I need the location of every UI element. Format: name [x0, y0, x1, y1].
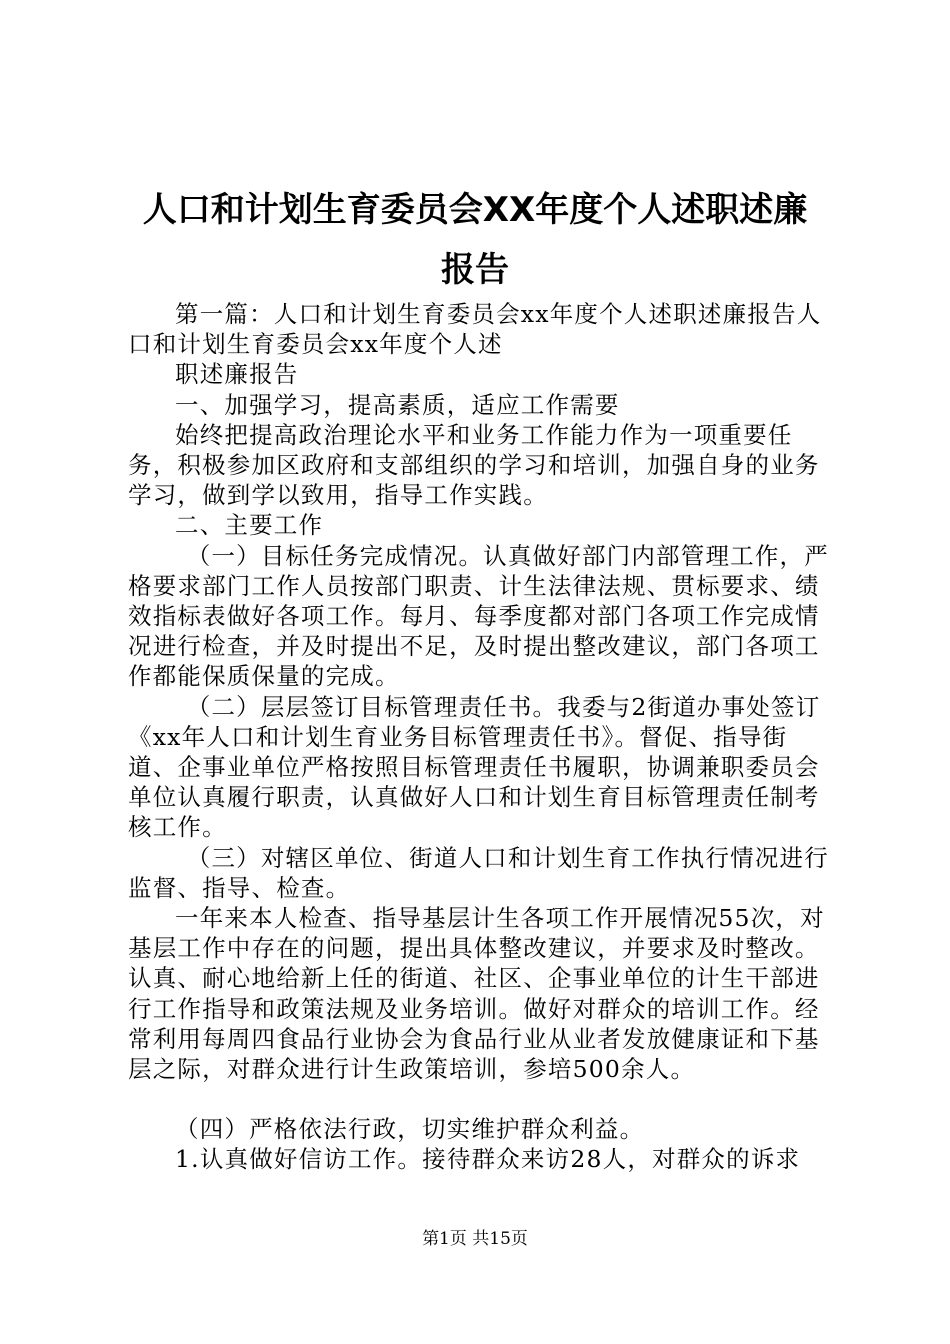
paragraph-item-2: （二）层层签订目标管理责任书。我委与2街道办事处签订《xx年人口和计划生育业务目标管理责任书》。督促、指导街道、企事业单位严格按照目标管理责任书履职，协调兼职委员会单位认真履行职责，认真做好人口和计划生育目标管理责任制考核工作。 [128, 692, 821, 842]
document-title-line-2: 报告 [441, 250, 509, 290]
section-heading-1: 一、加强学习，提高素质，适应工作需要 [175, 390, 620, 419]
paragraph-item-4: （四）严格依法行政，切实维护群众利益。 [175, 1115, 645, 1144]
document-body [128, 299, 834, 1175]
paragraph-item-1: （一）目标任务完成情况。认真做好部门内部管理工作，严格要求部门工作人员按部门职责、计生法律法规、贯标要求、绩效指标表做好各项工作。每月、每季度都对部门各项工作完成情况进行检查，并及时提出不足，及时提出整改建议，部门各项工作都能保质保量的完成。 [128, 541, 829, 691]
paragraph-chapter-heading: 第一篇：人口和计划生育委员会xx年度个人述职述廉报告人口和计划生育委员会xx年度个人述 [128, 300, 822, 359]
paragraph-item-3: （三）对辖区单位、街道人口和计划生育工作执行情况进行监督、指导、检查。 [128, 843, 829, 902]
paragraph-gap [128, 1084, 834, 1114]
paragraph-study: 始终把提高政治理论水平和业务工作能力作为一项重要任务，积极参加区政府和支部组织的学习和培训，加强自身的业务学习，做到学以致用，指导工作实践。 [128, 420, 820, 510]
page-footer: 第1页 共15页 [422, 1229, 528, 1249]
section-heading-2: 二、主要工作 [175, 511, 324, 540]
paragraph-inspection: 一年来本人检查、指导基层计生各项工作开展情况55次，对基层工作中存在的问题，提出具体整改建议，并要求及时整改。认真、耐心地给新上任的街道、社区、企事业单位的计生干部进行工作指导和政策法规及业务培训。做好对群众的培训工作。经常利用每周四食品行业协会为食品行业从业者发放健康证和下基层之际，对群众进行计生政策培训，参培500余人。 [128, 904, 825, 1084]
document-title-line-1: 人口和计划生育委员会XX年度个人述职述廉 [142, 190, 808, 230]
paragraph-chapter-heading-cont: 职述廉报告 [175, 360, 299, 389]
paragraph-petition: 1.认真做好信访工作。接待群众来访28人，对群众的诉求 [175, 1145, 801, 1174]
